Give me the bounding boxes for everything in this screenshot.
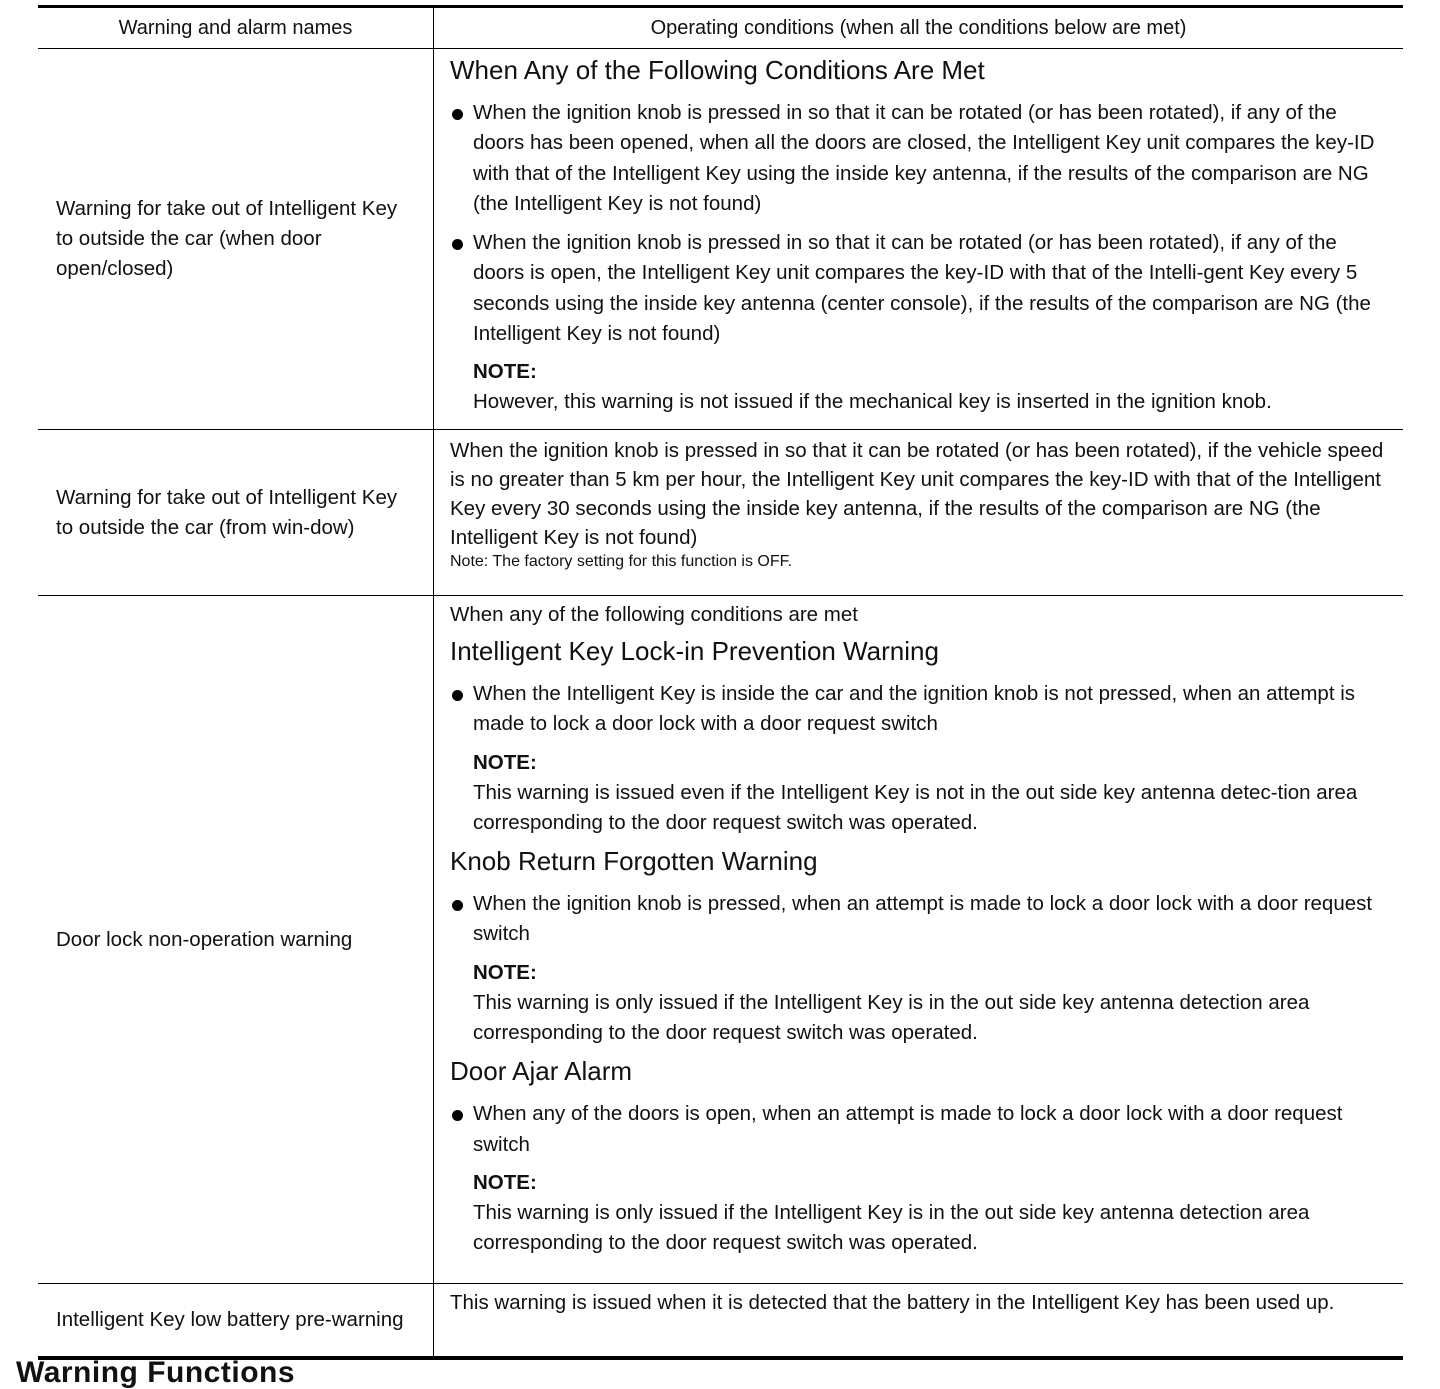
section-title: Knob Return Forgotten Warning	[450, 846, 818, 877]
warning-name: Intelligent Key low battery pre-warning	[56, 1308, 404, 1331]
table-row	[38, 430, 1403, 596]
cut-off-heading: Warning Functions	[16, 1356, 296, 1389]
warning-name: Warning for take out of Intelligent Key to outside the car (from win-dow)	[56, 485, 398, 539]
condition-bullet: When any of the doors is open, when an attempt is made to lock a door lock with a door request switch	[450, 1099, 1391, 1160]
table-header-row	[38, 8, 1403, 49]
header-warning-names: Warning and alarm names	[38, 8, 434, 48]
condition-text: When the ignition knob is pressed in so that it can be rotated (or has been rotated), if the vehicle speed is no greater than 5 km per hour, the Intelligent Key unit compares the key-ID with that of the Intelligent Key every 30 seconds using the inside key antenna, if the results of the comparison are NG (the Intelligent Key is not found)	[450, 439, 1384, 549]
note-label: NOTE:	[473, 750, 537, 774]
note-label: NOTE:	[473, 960, 537, 984]
table-row	[38, 1284, 1403, 1356]
note-label: NOTE:	[473, 1170, 537, 1194]
table-row	[38, 49, 1403, 430]
condition-text: This warning is issued when it is detected that the battery in the Intelligent Key has been used up.	[450, 1291, 1335, 1314]
section-title: Intelligent Key Lock-in Prevention Warning	[450, 636, 939, 666]
warning-conditions-table	[38, 5, 1403, 1360]
condition-bullet: When the ignition knob is pressed, when an attempt is made to lock a door lock with a door request switch	[450, 889, 1391, 950]
section-title: Door Ajar Alarm	[450, 1056, 633, 1087]
note-text: However, this warning is not issued if the mechanical key is inserted in the ignition knob.	[473, 390, 1272, 414]
warning-name: Door lock non-operation warning	[56, 927, 353, 951]
table-row	[38, 596, 1403, 1284]
condition-bullet: When the ignition knob is pressed in so that it can be rotated (or has been rotated), if any of the doors is open, the Intelligent Key unit compares the key-ID with that of the Intelli-gent Key every 5 seconds using the inside key antenna (center console), if the results of the comparison are NG (the Intelligent Key is not found)	[450, 228, 1391, 349]
condition-bullet: When the Intelligent Key is inside the car and the ignition knob is not pressed, when an attempt is made to lock a door lock with a door request switch	[450, 679, 1391, 740]
conditions-intro: When any of the following conditions are met	[450, 603, 858, 626]
condition-bullet: When the ignition knob is pressed in so that it can be rotated (or has been rotated), if any of the doors has been opened, when all the doors are closed, the Intelligent Key unit compares the key-ID with that of the Intelligent Key using the inside key antenna, if the results of the comparison are NG (the Intelligent Key is not found)	[450, 98, 1391, 219]
note-text: This warning is only issued if the Intelligent Key is in the out side key antenna detection area corresponding to the door request switch was operated.	[473, 990, 1310, 1045]
note-text: This warning is issued even if the Intelligent Key is not in the out side key antenna detec-tion area corresponding to the door request switch was operated.	[473, 780, 1358, 834]
note-label: NOTE:	[473, 360, 537, 384]
note-text: This warning is only issued if the Intelligent Key is in the out side key antenna detection area corresponding to the door request switch was operated.	[473, 1200, 1310, 1255]
warning-name: Warning for take out of Intelligent Key to outside the car (when door open/closed)	[56, 197, 398, 280]
note-text: Note: The factory setting for this function is OFF.	[450, 553, 793, 570]
header-operating-conditions: Operating conditions (when all the conditions below are met)	[650, 16, 1187, 39]
section-title: When Any of the Following Conditions Are Met	[450, 55, 985, 85]
